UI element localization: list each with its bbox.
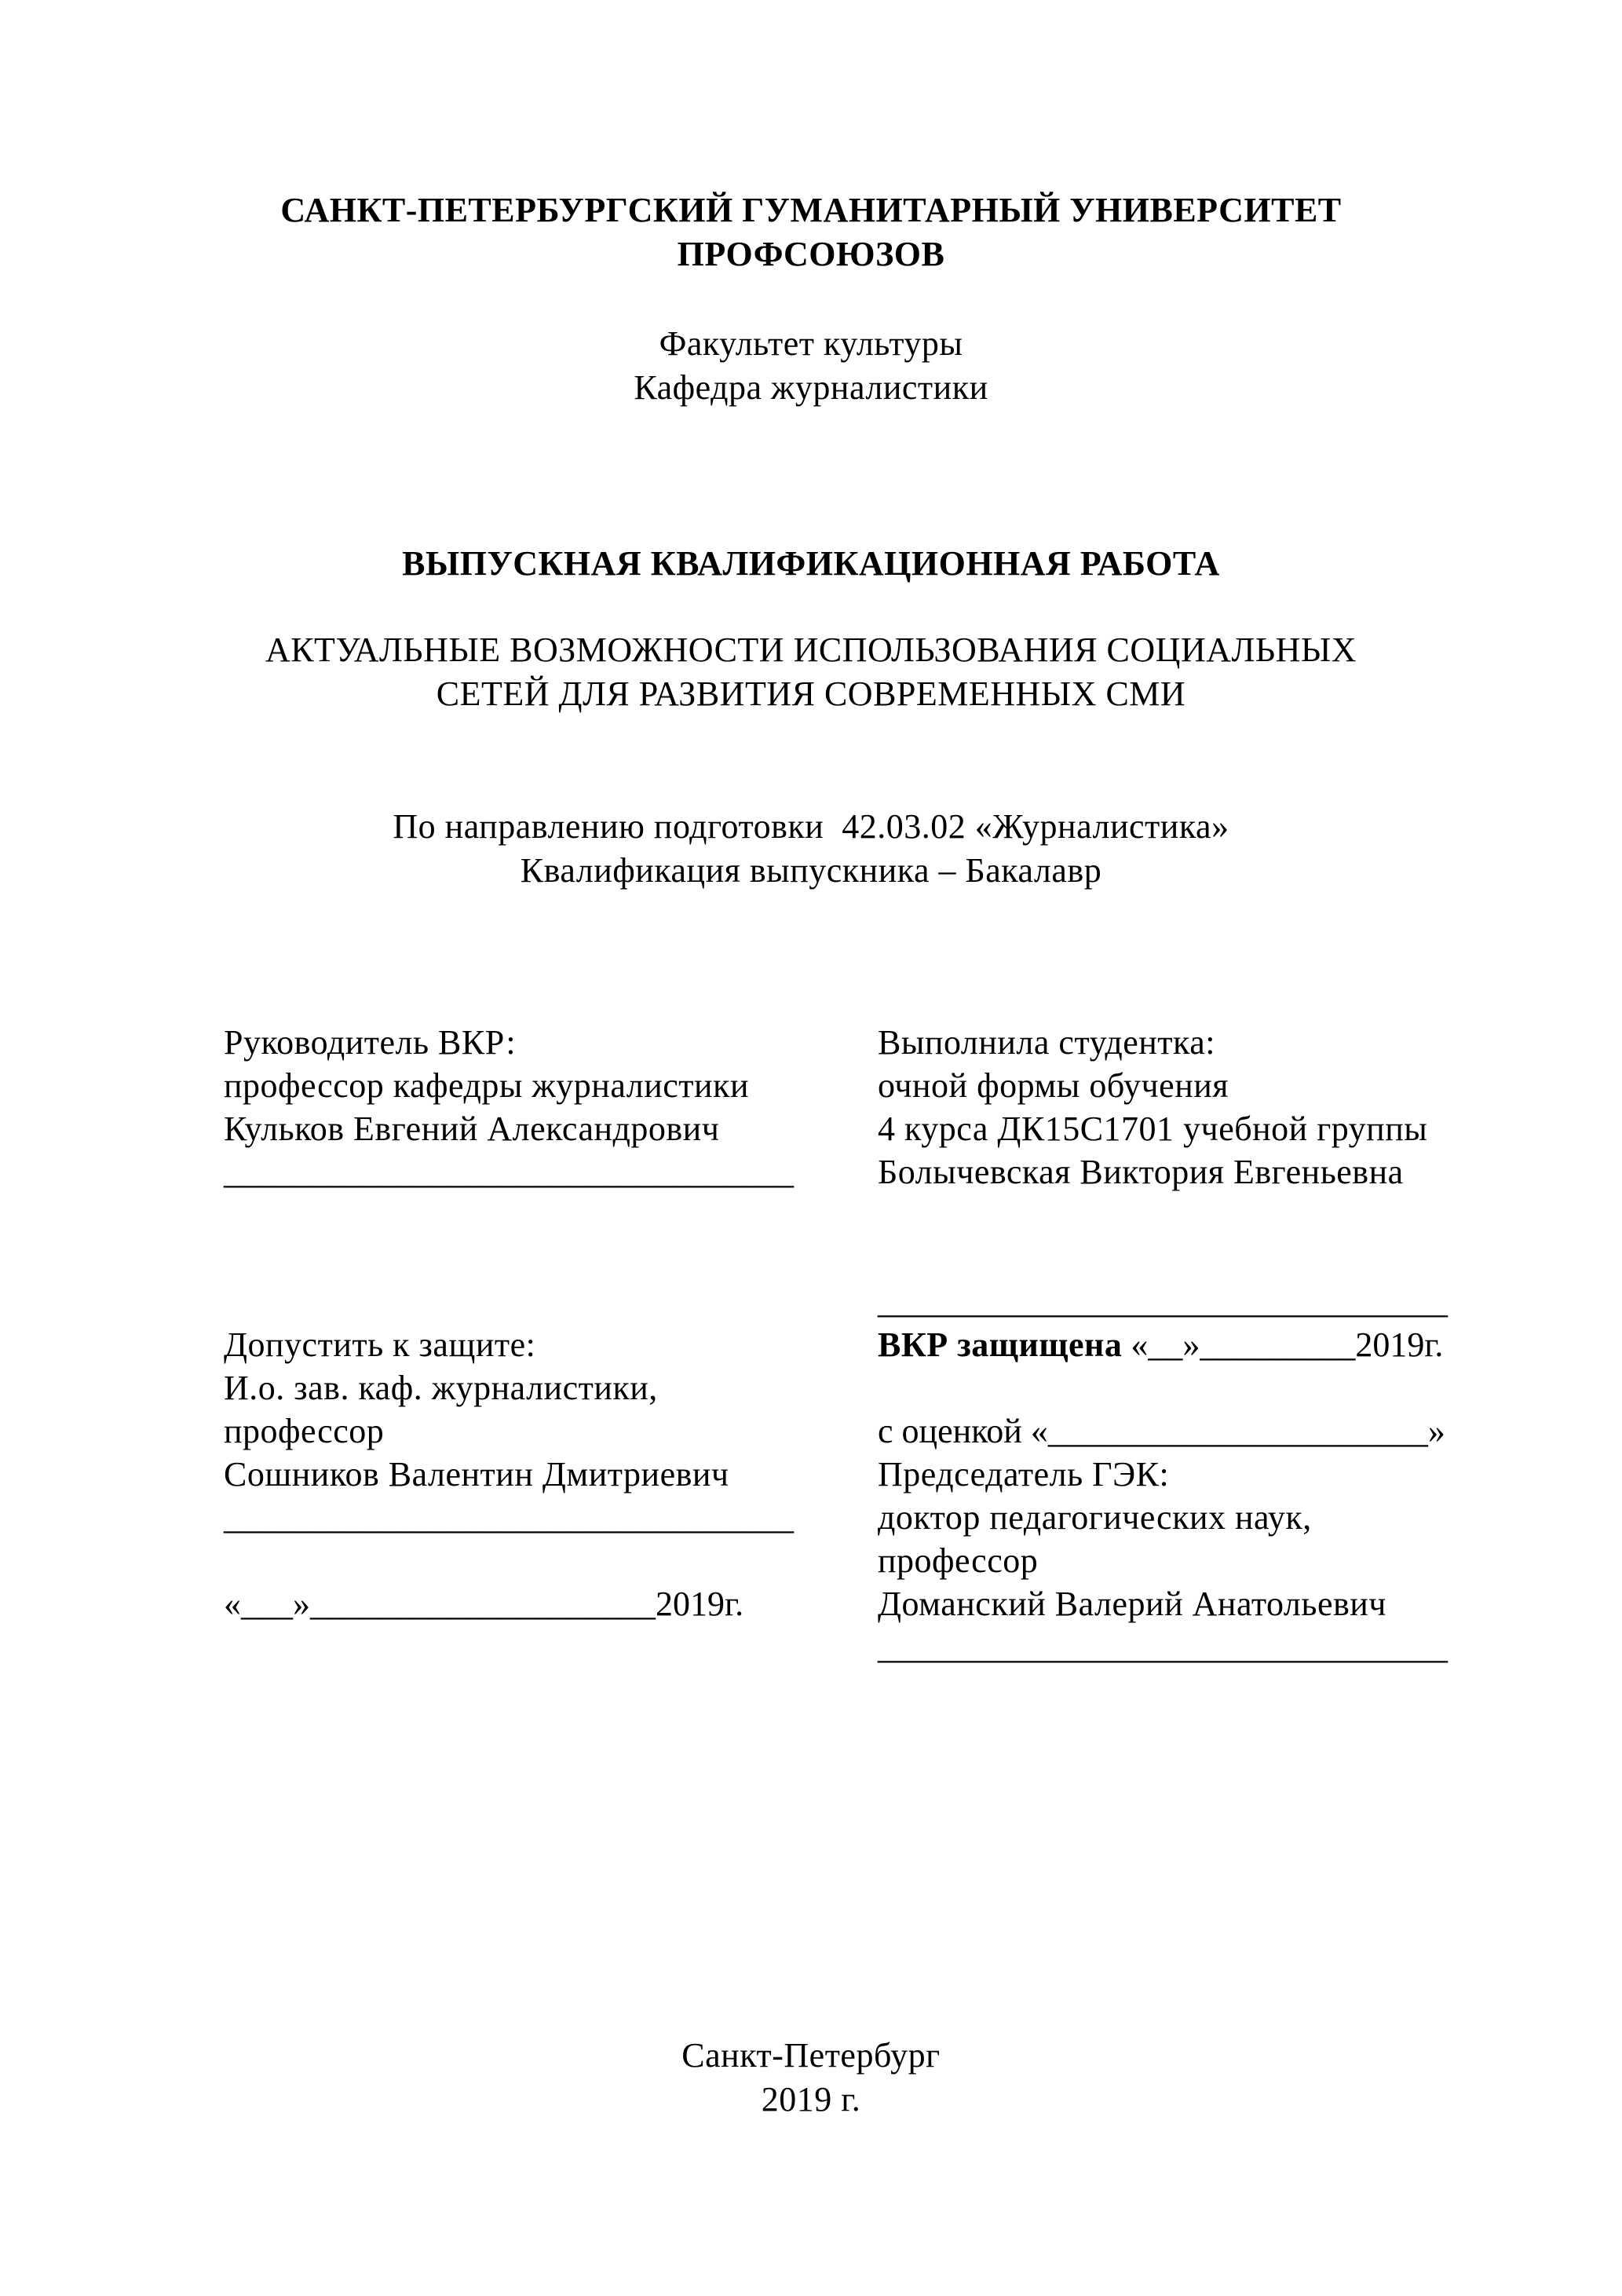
footer-city: Санкт-Петербург [681, 2036, 941, 2075]
faculty-block [0, 322, 1622, 410]
thesis-title-line1: АКТУАЛЬНЫЕ ВОЗМОЖНОСТИ ИСПОЛЬЗОВАНИЯ СОЦИАЛЬНЫХ [265, 631, 1357, 669]
advisor-label: Руководитель ВКР: [224, 1023, 517, 1062]
student-study-form: очной формы обучения [878, 1066, 1229, 1105]
admission-signature-line: _________________________________ [224, 1498, 794, 1537]
footer-year: 2019 г. [761, 2080, 861, 2119]
spacer [224, 1237, 860, 1280]
spacer [224, 1194, 860, 1237]
defended-line [878, 1323, 1537, 1366]
qualification-line: Квалификация выпускника – Бакалавр [520, 851, 1102, 890]
admission-name: Сошников Валентин Дмитриевич [224, 1455, 729, 1493]
university-name-line2: ПРОФСОЮЗОВ [677, 235, 945, 273]
chairman-name: Доманский Валерий Анатольевич [878, 1585, 1386, 1623]
spacer [878, 1194, 1537, 1237]
university-header [0, 188, 1622, 276]
spacer [878, 1237, 1537, 1280]
advisor-name: Кульков Евгений Александрович [224, 1110, 720, 1148]
student-group: 4 курса ДК15С1701 учебной группы [878, 1110, 1428, 1148]
student-name: Болычевская Виктория Евгеньевна [878, 1153, 1404, 1191]
chairman-position: профессор [878, 1541, 1039, 1580]
grade-line: с оценкой «______________________» [878, 1412, 1445, 1450]
thesis-title-block [0, 628, 1622, 716]
defended-label: ВКР защищена [878, 1325, 1123, 1364]
student-signature-line: _________________________________ [878, 1282, 1448, 1321]
department-name: Кафедра журналистики [634, 368, 988, 407]
admission-label: Допустить к защите: [224, 1325, 536, 1364]
work-type-block [0, 542, 1622, 586]
right-column [878, 1021, 1537, 1669]
faculty-name: Факультет культуры [659, 324, 963, 363]
footer-block [0, 2034, 1622, 2122]
chairman-degree: доктор педагогических наук, [878, 1498, 1312, 1537]
spacer [224, 1539, 860, 1582]
defended-date-blanks: «__»_________2019г. [1122, 1325, 1444, 1364]
spacer [878, 1366, 1537, 1409]
work-type-label: ВЫПУСКНАЯ КВАЛИФИКАЦИОННАЯ РАБОТА [402, 544, 1220, 583]
direction-block [0, 805, 1622, 893]
university-name-line1: САНКТ-ПЕТЕРБУРГСКИЙ ГУМАНИТАРНЫЙ УНИВЕРСИТЕТ [280, 191, 1342, 229]
admission-date-line: «___»____________________2019г. [224, 1585, 744, 1623]
direction-line: По направлению подготовки 42.03.02 «Журналистика» [393, 807, 1229, 846]
admission-position-line1: И.о. зав. каф. журналистики, [224, 1369, 658, 1407]
advisor-signature-line: _________________________________ [224, 1153, 794, 1191]
admission-position-line2: профессор [224, 1412, 385, 1450]
left-column [224, 1021, 860, 1625]
student-label: Выполнила студентка: [878, 1023, 1215, 1062]
advisor-position: профессор кафедры журналистики [224, 1066, 749, 1105]
chairman-label: Председатель ГЭК: [878, 1455, 1170, 1493]
chairman-signature-line: _________________________________ [878, 1628, 1448, 1666]
spacer [224, 1280, 860, 1323]
thesis-title-line2: СЕТЕЙ ДЛЯ РАЗВИТИЯ СОВРЕМЕННЫХ СМИ [436, 675, 1186, 713]
